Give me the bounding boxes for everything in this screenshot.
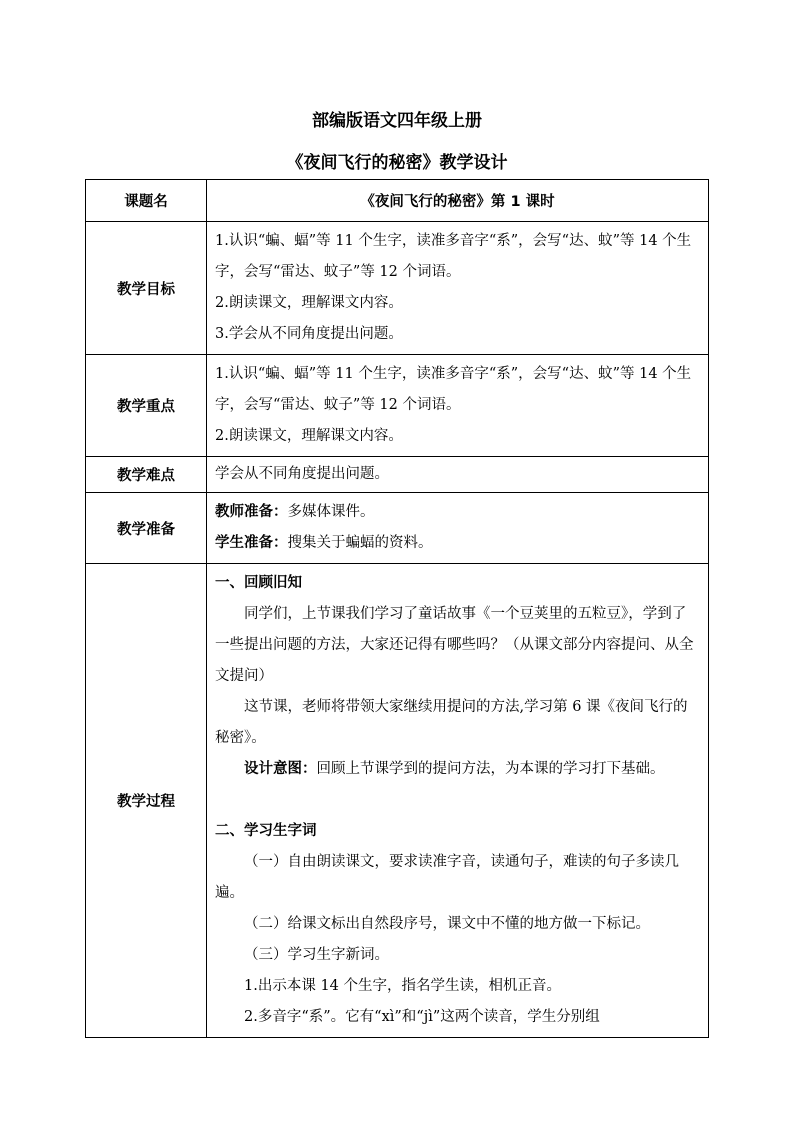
student-prep-label: 学生准备： <box>215 535 288 551</box>
paragraph: （二）给课文标出自然段序号，课文中不懂的地方做一下标记。 <box>244 916 650 932</box>
student-prep-text: 搜集关于蝙蝠的资料。 <box>287 535 433 551</box>
goal-item: 1.认识“蝙、蝠”等 11 个生字，读准多音字“系”，会写“达、蚊”等 14 个生字，会写“雷达、蚊子”等 12 个词语。 <box>215 233 692 280</box>
difficulty-label: 教学难点 <box>86 457 207 493</box>
design-intent-label: 设计意图： <box>244 761 317 777</box>
topic-value: 《夜间飞行的秘密》第 1 课时 <box>207 180 709 222</box>
paragraph: 1.出示本课 14 个生字，指名学生读，相机正音。 <box>244 978 562 994</box>
row-difficulty <box>86 457 709 493</box>
preparation-label: 教学准备 <box>86 493 207 564</box>
paragraph: 2.多音字“系”。它有“xì”和“jì”这两个读音，学生分别组 <box>244 1009 600 1025</box>
key-point-item: 2.朗读课文，理解课文内容。 <box>215 428 403 444</box>
process-label: 教学过程 <box>86 564 207 1038</box>
spacer <box>215 785 700 816</box>
design-intent <box>215 754 700 785</box>
key-point-item: 1.认识“蝙、蝠”等 11 个生字，读准多音字“系”，会写“达、蚊”等 14 个生字，会写“雷达、蚊子”等 12 个词语。 <box>215 366 692 413</box>
teacher-prep-text: 多媒体课件。 <box>287 504 375 520</box>
goal-item: 3.学会从不同角度提出问题。 <box>215 326 403 342</box>
goal-item: 2.朗读课文，理解课文内容。 <box>215 295 403 311</box>
difficulty-text: 学会从不同角度提出问题。 <box>215 466 389 482</box>
process-content <box>207 564 709 1038</box>
preparation-content <box>207 493 709 564</box>
document-title: 部编版语文四年级上册 <box>312 111 482 131</box>
teacher-prep-label: 教师准备： <box>215 504 288 520</box>
row-topic <box>86 180 709 222</box>
row-key-points <box>86 355 709 457</box>
design-intent-text: 回顾上节课学到的提问方法，为本课的学习打下基础。 <box>316 761 665 777</box>
paragraph: 这节课，老师将带领大家继续用提问的方法,学习第 6 课《夜间飞行的秘密》。 <box>215 699 688 746</box>
teacher-preparation <box>215 497 700 528</box>
row-preparation <box>86 493 709 564</box>
section-heading: 一、回顾旧知 <box>215 575 302 591</box>
paragraph: （三）学习生字新词。 <box>244 947 389 963</box>
topic-label: 课题名 <box>86 180 207 222</box>
row-goals <box>86 222 709 355</box>
lesson-title: 《夜间飞行的秘密》教学设计 <box>286 153 508 173</box>
paragraph: 同学们，上节课我们学习了童话故事《一个豆荚里的五粒豆》，学到了一些提出问题的方法，大家还记得有哪些吗？（从课文部分内容提问、从全文提问） <box>215 606 694 684</box>
difficulty-content <box>207 457 709 493</box>
goals-label: 教学目标 <box>86 222 207 355</box>
key-points-label: 教学重点 <box>86 355 207 457</box>
row-process <box>86 564 709 1038</box>
goals-content <box>207 222 709 355</box>
key-points-content <box>207 355 709 457</box>
lesson-plan-table <box>85 179 709 1038</box>
student-preparation <box>215 528 700 559</box>
section-heading: 二、学习生字词 <box>215 823 317 839</box>
paragraph: （一）自由朗读课文，要求读准字音，读通句子，难读的句子多读几遍。 <box>215 854 679 901</box>
